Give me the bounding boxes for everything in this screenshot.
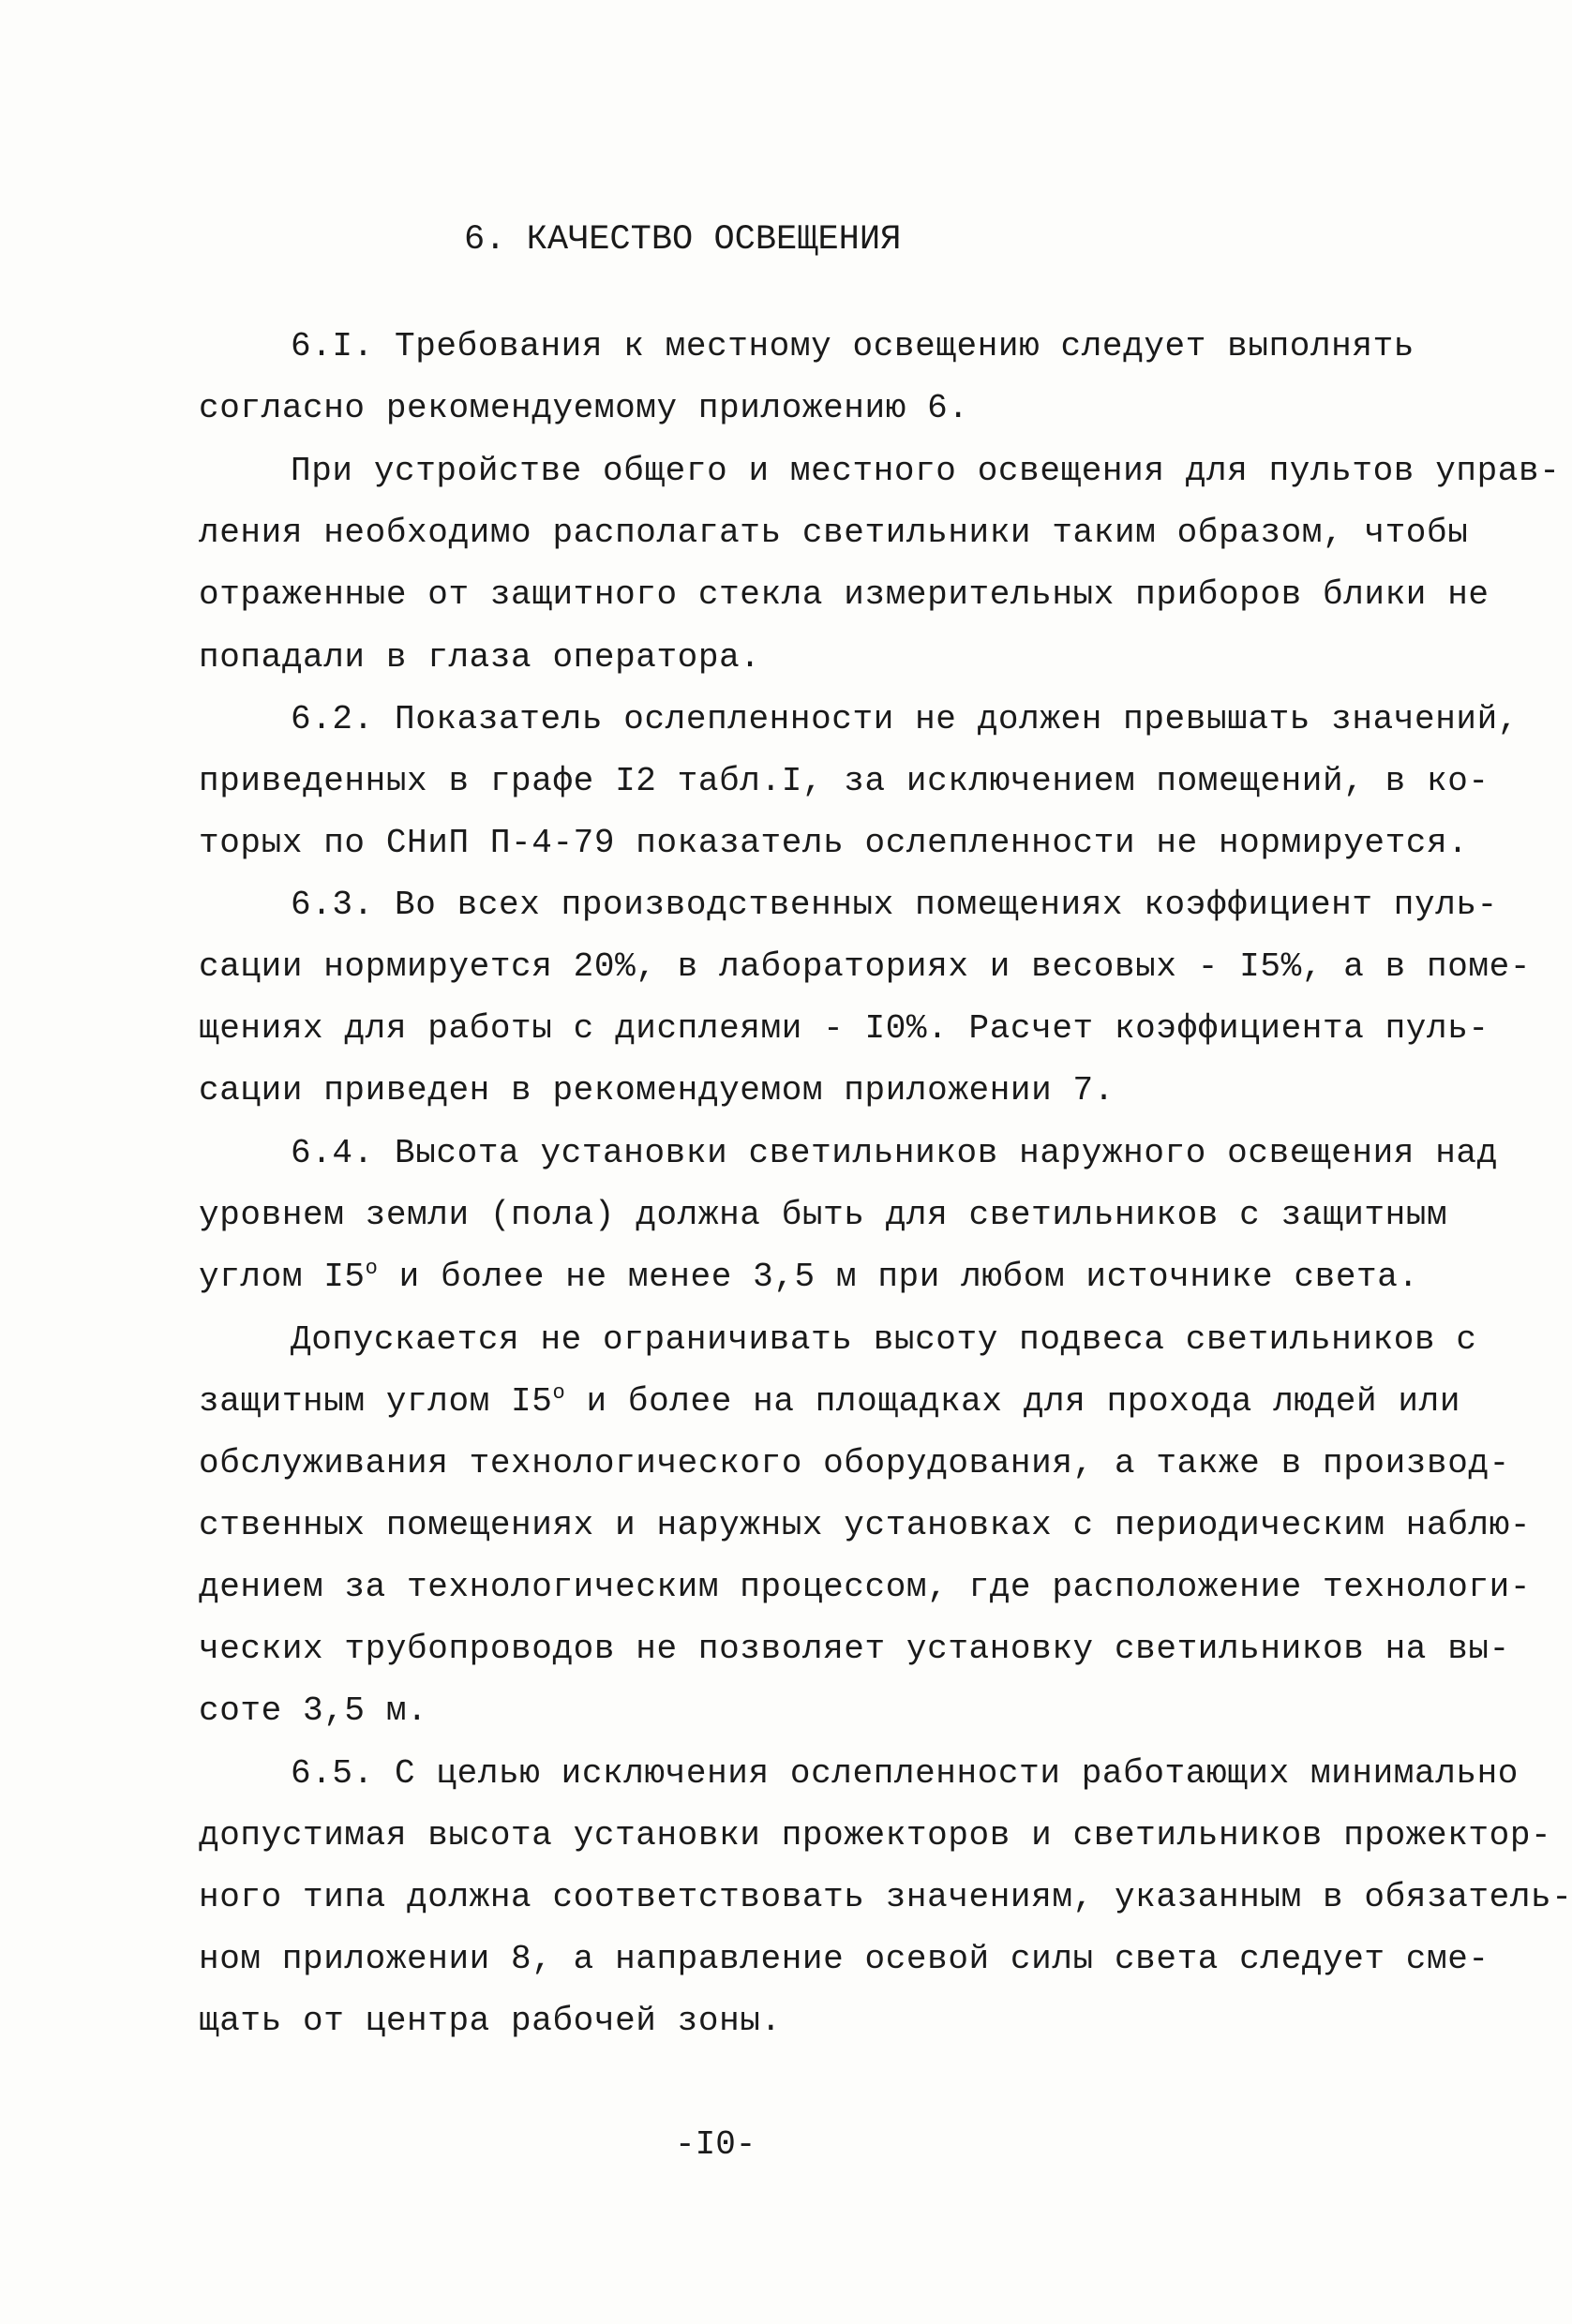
page-number: -I0- xyxy=(675,2125,756,2164)
text-fragment: и более не менее 3,5 м при любом источнике света. xyxy=(378,1258,1419,1296)
text-line: обслуживания технологического оборудования, а также в производ- xyxy=(199,1444,1510,1482)
text-line-with-degree xyxy=(199,1259,1419,1296)
text-line: 6.2. Показатель ослепленности не должен превышать значений, xyxy=(291,700,1520,738)
text-line: Допускается не ограничивать высоту подвеса светильников с xyxy=(291,1320,1477,1359)
text-line: торых по СНиП П-4-79 показатель ослепленности не нормируется. xyxy=(199,824,1469,862)
text-line: уровнем земли (пола) должна быть для светильников с защитным xyxy=(199,1196,1448,1234)
section-heading: 6. КАЧЕСТВО ОСВЕЩЕНИЯ xyxy=(464,220,902,260)
text-line: ческих трубопроводов не позволяет установку светильников на вы- xyxy=(199,1630,1510,1668)
text-line: ления необходимо располагать светильники таким образом, чтобы xyxy=(199,514,1469,552)
text-line-with-degree xyxy=(199,1383,1460,1421)
text-line: 6.4. Высота установки светильников наружного освещения над xyxy=(291,1134,1498,1172)
text-line: ственных помещениях и наружных установках с периодическим наблю- xyxy=(199,1506,1532,1544)
text-line: сации приведен в рекомендуемом приложении 7. xyxy=(199,1071,1115,1110)
degree-superscript: о xyxy=(365,1257,379,1280)
text-line: приведенных в графе I2 табл.I, за исключением помещений, в ко- xyxy=(199,762,1490,800)
text-line: согласно рекомендуемому приложению 6. xyxy=(199,389,969,427)
text-line: ного типа должна соответствовать значениям, указанным в обязатель- xyxy=(199,1878,1572,1916)
degree-superscript: о xyxy=(552,1381,566,1405)
text-fragment: и более на площадках для прохода людей или xyxy=(565,1382,1461,1421)
text-line: При устройстве общего и местного освещения для пультов управ- xyxy=(291,452,1561,490)
text-line: дением за технологическим процессом, где расположение технологи- xyxy=(199,1568,1532,1606)
text-line: ном приложении 8, а направление осевой силы света следует сме- xyxy=(199,1940,1490,1978)
text-line: 6.3. Во всех производственных помещениях коэффициент пуль- xyxy=(291,886,1498,924)
text-fragment: углом I5 xyxy=(199,1258,366,1296)
text-line: 6.I. Требования к местному освещению следует выполнять xyxy=(291,327,1415,365)
text-line: допустимая высота установки прожекторов и светильников прожектор- xyxy=(199,1816,1552,1855)
text-line: попадали в глаза оператора. xyxy=(199,638,761,677)
text-line: сации нормируется 20%, в лабораториях и весовых - I5%, а в поме- xyxy=(199,947,1532,986)
text-fragment: защитным углом I5 xyxy=(199,1382,553,1421)
text-line: 6.5. С целью исключения ослепленности работающих минимально xyxy=(291,1754,1520,1793)
text-line: щать от центра рабочей зоны. xyxy=(199,2002,782,2040)
text-line: соте 3,5 м. xyxy=(199,1691,428,1730)
text-line: щениях для работы с дисплеями - I0%. Расчет коэффициента пуль- xyxy=(199,1009,1490,1048)
text-line: отраженные от защитного стекла измерительных приборов блики не xyxy=(199,575,1490,614)
